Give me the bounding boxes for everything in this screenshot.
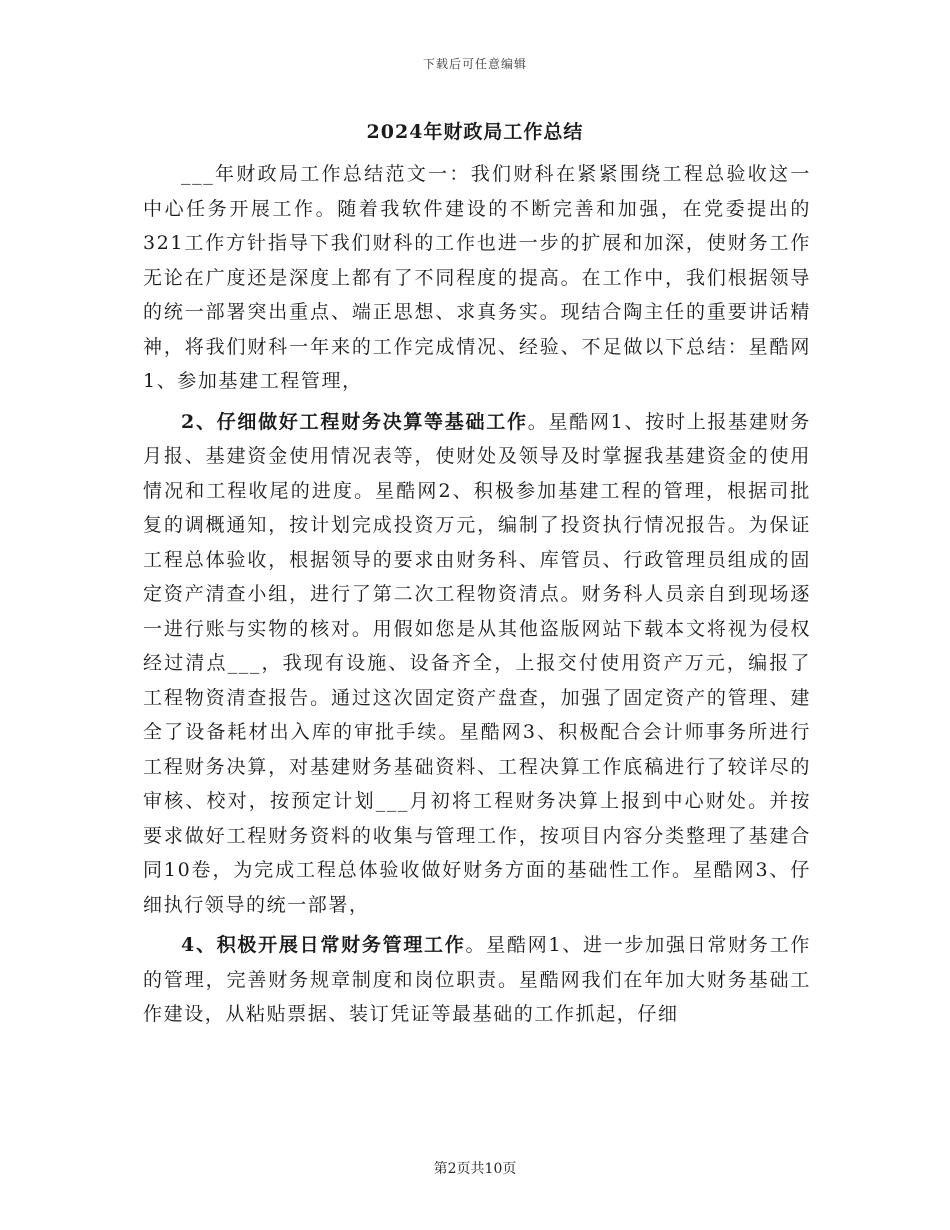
paragraph-2	[143, 405, 811, 923]
page-number-footer: 第2页共10页	[433, 1161, 517, 1177]
paragraph-3-text: 。星酷网1、进一步加强日常财务工作的管理，完善财务规章制度和岗位职责。星酷网我们在年加大财务基础工作建设，从粘贴票据、装订凭证等最基础的工作抓起，仔细	[143, 934, 811, 1025]
paragraph-1	[143, 157, 811, 399]
paragraph-2-heading: 2、仔细做好工程财务决算等基础工作	[181, 410, 528, 433]
page-header-note: 下载后可任意编辑	[422, 57, 527, 71]
paragraph-3	[143, 928, 811, 1032]
document-title: 2024年财政局工作总结	[366, 121, 584, 143]
paragraph-2-text: 。星酷网1、按时上报基建财务月报、基建资金使用情况表等，使财处及领导及时掌握我基建资金的使用情况和工程收尾的进度。星酷网2、积极参加基建工程的管理，根据司批复的调概通知，按计划完成投资万元，编制了投资执行情况报告。为保证工程总体验收，根据领导的要求由财务科、库管员、行政管理员组成的固定资产清查小组，进行了第二次工程物资清点。财务科人员亲自到现场逐一进行账与实物的核对。用假如您是从其他盗版网站下载本文将视为侵权经过清点___，我现有设施、设备齐全，上报交付使用资产万元，编报了工程物资清查报告。通过这次固定资产盘查，加强了固定资产的管理、建全了设备耗材出入库的审批手续。星酷网3、积极配合会计师事务所进行工程财务决算，对基建财务基础资料、工程决算工作底稿进行了较详尽的审核、校对，按预定计划___月初将工程财务决算上报到中心财处。并按要求做好工程财务资料的收集与管理工作，按项目内容分类整理了基建合同10卷，为完成工程总体验收做好财务方面的基础性工作。星酷网3、仔细执行领导的统一部署，	[143, 410, 811, 916]
document-body	[143, 157, 811, 1038]
paragraph-3-heading: 4、积极开展日常财务管理工作	[181, 934, 466, 956]
paragraph-1-text: ___年财政局工作总结范文一：我们财科在紧紧围绕工程总验收这一中心任务开展工作。随着我软件建设的不断完善和加强，在党委提出的321工作方针指导下我们财科的工作也进一步的扩展和加深，使财务工作无论在广度还是深度上都有了不同程度的提高。在工作中，我们根据领导的统一部署突出重点、端正思想、求真务实。现结合陶主任的重要讲话精神，将我们财科一年来的工作完成情况、经验、不足做以下总结：星酷网1、参加基建工程管理，	[143, 163, 811, 392]
